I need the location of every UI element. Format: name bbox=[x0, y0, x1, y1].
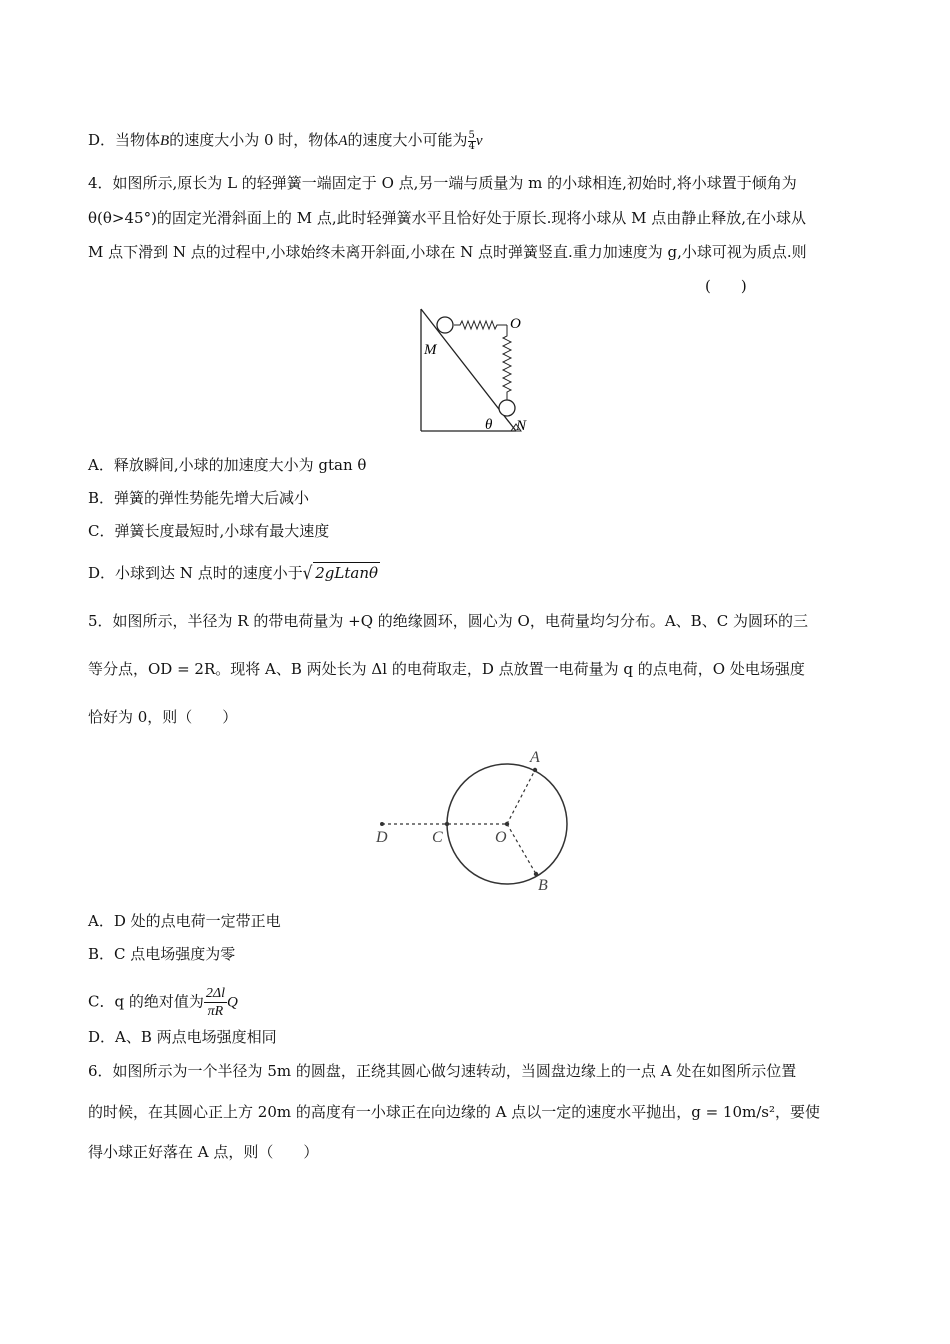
fraction-5-4: $\frac{5}{4}$ bbox=[468, 129, 475, 152]
label-c: C bbox=[432, 829, 443, 846]
q5-stem-line1: 5．如图所示，半径为 R 的带电荷量为 +Q 的绝缘圆环，圆心为 O，电荷量均匀分布。A、B、C 为圆环的三 bbox=[88, 612, 808, 630]
label-o: O bbox=[510, 316, 521, 332]
q4-option-c: C．弹簧长度最短时,小球有最大速度 bbox=[88, 522, 330, 540]
ball-at-n bbox=[499, 400, 515, 416]
q5-option-c: C．q 的绝对值为 $\frac{2\Delta l}{\pi R}$ Q bbox=[88, 986, 238, 1019]
point-c bbox=[445, 822, 449, 826]
q6-stem-line2: 的时候，在其圆心正上方 20m 的高度有一小球正在向边缘的 A 点以一定的速度水平抛出，g = 10m/s²，要使 bbox=[88, 1103, 821, 1121]
q5-option-b: B．C 点电场强度为零 bbox=[88, 945, 236, 963]
q5-figure-ring bbox=[370, 745, 580, 895]
point-d bbox=[380, 822, 384, 826]
q4-option-a: A．释放瞬间,小球的加速度大小为 gtan θ bbox=[88, 456, 367, 474]
q4-stem-line1: 4．如图所示,原长为 L 的轻弹簧一端固定于 O 点,另一端与质量为 m 的小球相连,初始时,将小球置于倾角为 bbox=[88, 174, 797, 192]
q5-stem-line3: 恰好为 0，则（ ） bbox=[88, 708, 238, 726]
q4-figure-spring-incline bbox=[410, 300, 540, 435]
q6-stem-line3: 得小球正好落在 A 点，则（ ） bbox=[88, 1143, 319, 1161]
label-o: O bbox=[495, 829, 507, 846]
point-b bbox=[534, 872, 538, 876]
q4-stem-line2: θ(θ>45°)的固定光滑斜面上的 M 点,此时轻弹簧水平且恰好处于原长.现将小球从 M 点由静止释放,在小球从 bbox=[88, 209, 807, 227]
label-m: M bbox=[424, 342, 437, 358]
q3-option-d: D．当物体B的速度大小为 0 时，物体A的速度大小可能为 $\frac{5}{4}$ v bbox=[88, 129, 483, 152]
q4-stem-line3: M 点下滑到 N 点的过程中,小球始终未离开斜面,小球在 N 点时弹簧竖直.重力加速度为 g,小球可视为质点.则 bbox=[88, 243, 807, 261]
label-a: A bbox=[530, 749, 540, 766]
q5-option-a: A．D 处的点电荷一定带正电 bbox=[88, 912, 281, 930]
q4-answer-bracket: ( ) bbox=[705, 277, 747, 295]
q5-stem-line2: 等分点，OD = 2R。现将 A、B 两处长为 Δl 的电荷取走，D 点放置一电荷量为 q 的点电荷，O 处电场强度 bbox=[88, 660, 805, 678]
point-o bbox=[505, 822, 509, 826]
label-b: B bbox=[538, 877, 548, 894]
q4-option-b: B．弹簧的弹性势能先增大后减小 bbox=[88, 489, 310, 507]
ball-at-m bbox=[437, 317, 453, 333]
horizontal-spring bbox=[454, 321, 507, 329]
point-a bbox=[533, 768, 537, 772]
label-n: N bbox=[516, 418, 527, 434]
label-theta: θ bbox=[485, 417, 493, 433]
label-d: D bbox=[376, 829, 388, 846]
sqrt-sign: √ bbox=[302, 562, 313, 584]
dashed-line-ob bbox=[507, 824, 536, 874]
q4-option-d: D．小球到达 N 点时的速度小于√ 2gLtanθ bbox=[88, 562, 379, 584]
q5-option-d: D．A、B 两点电场强度相同 bbox=[88, 1028, 277, 1046]
fraction-2dl-pir: $\frac{2\Delta l}{\pi R}$ bbox=[205, 986, 225, 1019]
q6-stem-line1: 6．如图所示为一个半径为 5m 的圆盘，正绕其圆心做匀速转动，当圆盘边缘上的一点 A 处在如图所示位置 bbox=[88, 1062, 797, 1080]
sqrt-radicand: 2gLtanθ bbox=[315, 564, 379, 582]
vertical-spring bbox=[503, 325, 511, 400]
dashed-line-oa bbox=[507, 770, 535, 824]
